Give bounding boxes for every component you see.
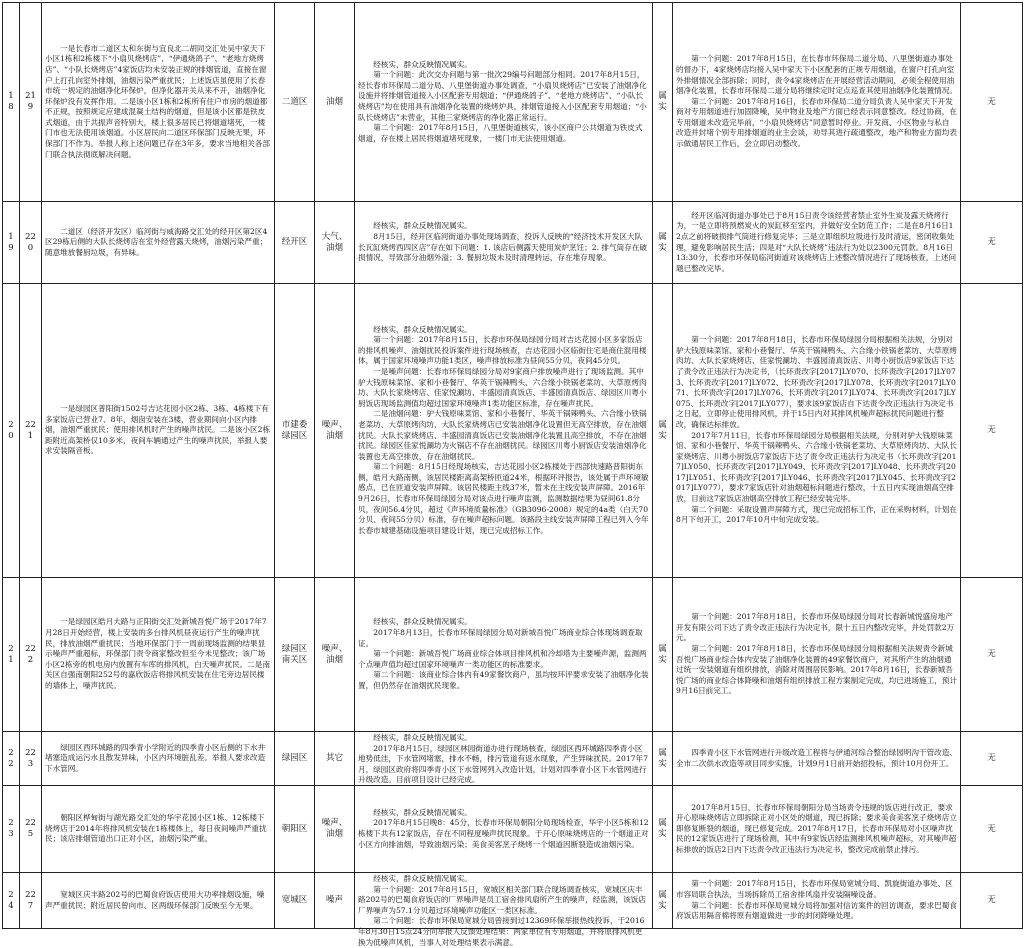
investigation-cell-paragraph: 经核实，群众反映情况属实。 <box>373 324 472 334</box>
investigation-cell-paragraph: 第二个问题：2017年8月15日，八里堡街道核实，该小区商户公共烟道为铁皮式烟道，存在楼上居民将烟道堵死现象，一楼门市无法使用烟道。 <box>358 123 643 143</box>
district-cell: 经开区 <box>275 202 315 284</box>
complaint-cell <box>42 3 275 202</box>
investigation-cell-paragraph: 经核实，群众反映情况属实。 <box>373 59 472 69</box>
case-number-cell: 227 <box>20 873 42 929</box>
verdict-cell: 属实 <box>653 873 673 929</box>
complaint-cell <box>42 202 275 284</box>
investigation-cell-paragraph: 一是噪声问题：长春市环保局绿园分局对9家商户排放噪声进行了现场监测。其中驴大钱原味菜馆、家和小巷餐厅、华英干锅辣鸭头、六合缘小铁锅老菜坊、大草原烤肉坊、大队长家烧烤店、佳家悦涮坊、丰盛园清真饭店、丰盛园清真饭店、绿园区川粤小厨饭店现场监测值均超过国家环境噪声1类功能区标准，存在噪声扰民。 <box>358 366 647 408</box>
remark-cell: 无 <box>961 284 1023 578</box>
investigation-cell-paragraph: 8月15日，经开区临河街道办事处现场调查，投诉人反映的“经济技术开发区大队长瓦缸烧烤西四区店”存在如下问题：1. 该店后侧露天使用炭炉烹饪；2. 排气筒存在破损情况，导致部分油烟外溢；3. 餐厨垃圾未及时清理转运，存在堆存现象。 <box>358 231 647 263</box>
handling-cell-paragraph: 第一个问题：2017年8月18日，长春市环保局绿园分局对长春新城悦盛房地产开发有限公司下达了责令改正违法行为决定书，限十五日内整改完毕，并处罚款2万元。 <box>676 612 955 643</box>
table-row <box>3 202 1023 284</box>
handling-cell <box>673 873 961 929</box>
table-row <box>3 873 1023 929</box>
seq-cell: 19 <box>3 202 20 284</box>
complaint-text: 二道区（经济开发区）临河街与威海路交汇处的经开区第2区4区29栋后侧的大队长烧烤店在室外经营露天烧烤，油烟污染严重；随意堆放餐厨垃圾，有异味。 <box>45 226 268 257</box>
investigation-cell-paragraph: 经核实，群众反映情况属实。 <box>373 807 472 817</box>
handling-cell <box>673 578 961 732</box>
remark-cell: 无 <box>961 3 1023 202</box>
complaint-cell <box>42 786 275 873</box>
case-number-cell: 223 <box>20 732 42 786</box>
pollution-type-cell: 大气、油烟 <box>315 202 355 284</box>
table-row <box>3 3 1023 202</box>
seq-cell: 24 <box>3 873 20 929</box>
handling-cell-paragraph: 第一个问题：2017年8月15日，长春市环保局宽城分局、凯旋街道办事处、区市容局联合执法，当场拆除员工宿舍排风扇并安装隔噪设备。 <box>676 879 953 899</box>
district-cell: 市建委绿园区 <box>275 284 315 578</box>
remark-cell: 无 <box>961 578 1023 732</box>
investigation-cell <box>355 3 653 202</box>
case-number-cell: 220 <box>20 202 42 284</box>
handling-cell <box>673 732 961 786</box>
verdict-cell: 属实 <box>653 732 673 786</box>
verdict-cell: 属实 <box>653 786 673 873</box>
handling-cell-paragraph: 第一个问题：2017年8月15日，在长春市环保局二道分局、八里堡街道办事处的督办下，4家烧烤店均接入吴中家天下小区配套的正规专用烟道，在窗户打孔向室外排烟情况全部拆除；同时，责令4家烧烤店在开展经营活动期间，必须全程使用油烟净化装置，长春市环保局二道分局将继续定时定点巡查其使用油烟净化装置情况。 <box>676 54 957 96</box>
handling-cell-paragraph: 第二个问题：2017年8月18日，长春市环保局绿园分局根据相关法规责令新城吾悦广场商业综合体内安装了油烟净化装置的49家餐饮商户，对其所产生的油烟通过统一安装烟道有组织排放，消除对周围居民影响。2017年8月16日，长春新城吾悦广场的商业综合体降噪和油烟有组织排放工程方案制定完成，均已进场施工，预计9月16日前完工。 <box>676 643 957 696</box>
handling-cell <box>673 786 961 873</box>
seq-cell: 20 <box>3 284 20 578</box>
pollution-type-cell: 噪声、油烟 <box>315 284 355 578</box>
handling-cell <box>673 284 961 578</box>
pollution-type-cell: 噪声、油烟 <box>315 578 355 732</box>
investigation-cell <box>355 786 653 873</box>
verdict-cell: 属实 <box>653 3 673 202</box>
district-cell: 朝阳区 <box>275 786 315 873</box>
table-row <box>3 786 1023 873</box>
remark-cell: 无 <box>961 732 1023 786</box>
complaint-cell <box>42 873 275 929</box>
pollution-type-cell: 其它 <box>315 732 355 786</box>
remark-cell: 无 <box>961 873 1023 929</box>
seq-cell: 21 <box>3 578 20 732</box>
investigation-cell-paragraph: 经核实，群众反映情况属实。 <box>373 733 472 742</box>
seq-cell: 18 <box>3 3 20 202</box>
investigation-cell <box>355 732 653 786</box>
seq-cell: 22 <box>3 732 20 786</box>
investigation-cell-paragraph: 第一个问题：新城吾悦广场商业综合体项目排风机和冷却塔为主要噪声源，监测两个点噪声值均超过国家环境噪声一类功能区的标准要求。 <box>358 649 647 669</box>
district-cell: 绿园区 <box>275 732 315 786</box>
case-number-cell: 219 <box>20 3 42 202</box>
pollution-type-cell: 油烟 <box>315 3 355 202</box>
pollution-type-cell: 噪声、油烟 <box>315 786 355 873</box>
handling-cell-paragraph: 第二个问题：2017年8月16日，长春市环保局二道分局负责人吴中家天下开发商对专用烟道进行加固降噪，吴中物业及地产方面已经表示同意整改。经过协商，在专用烟道未改造完毕前，“小扇贝烧烤店”同意暂时停业。开发商、小区物业与私自改造并封堵个别专用排烟道的业主会谈，劝导其进行疏通整改，地产和物业方面均表示做通居民工作后，会立即启动整改。 <box>676 96 957 149</box>
remark-cell: 无 <box>961 786 1023 873</box>
investigation-cell <box>355 284 653 578</box>
investigation-cell-paragraph: 经核实，群众反映情况属实。 <box>373 221 472 231</box>
case-number-cell: 225 <box>20 786 42 873</box>
complaint-text: 一是绿园区皓月大路与正阳街交汇处新城吾悦广场于2017年7月28日开始经营，楼上安装的多台排风机昼夜运行产生的噪声扰民，排放油烟严重扰民；当地环保部门于一周前现场监测的结果显示噪声严重超标，环保部门责令商家整改但至今未见整改；该广场小区2栋旁的机电房内放置有车库的排风机，白天噪声扰民。二是南关区自强南朝阳252号的嘉欣饭店将排风机安装在住宅旁边居民楼的墙体上，噪声扰民。 <box>45 617 271 690</box>
district-cell: 绿园区南关区 <box>275 578 315 732</box>
complaint-text: 朝阳区桦甸街与湖光路交汇处的华宇花园小区1栋、12栋楼下烧烤店于2014年将排风机安装在1栋楼体上，每日夜间噪声严重扰民；该店排烟管道出口正对小区，油烟污染严重。 <box>45 813 267 844</box>
investigation-cell-paragraph: 2017年8月15日晚8：45分，长春市环保局朝阳分局现场检查，华宇小区5栋和12栋楼下共有12家饭店，存在不同程度噪声扰民现象。于开心原味烧烤店的一个烟道正对小区方向排油烟，导致油烟污染；美食美客烹子烧烤一个烟道因断裂造成油烟污染。 <box>358 818 649 849</box>
investigation-cell <box>355 202 653 284</box>
case-number-cell: 222 <box>20 578 42 732</box>
remark-cell: 无 <box>961 202 1023 284</box>
complaint-text: 宽城区庆丰路202号的巴蜀食府饭店使用大功率排烟设施，噪声严重扰民；附近居民曾向市、区两级环保部门反映至今无果。 <box>45 889 265 910</box>
investigation-cell-paragraph: 经核实，群众反映情况属实。 <box>373 617 472 627</box>
investigation-cell-paragraph: 2017年8月15日，绿园区林园街道办进行现场核查，绿园区西环城路四季青小区地势低洼，下水管网堵塞，排水不畅，排污管道有返水现象，产生异味扰民。2017年7月，绿园区政府将四季青小区下水管网列入改造计划，计划对四季青小区下水管网进行升级改造。目前项目设计已经完成。 <box>358 743 648 785</box>
table-row <box>3 284 1023 578</box>
handling-cell-paragraph: 2017年8月15日，长春市环保局朝阳分局当场责令违规的饭店进行改正，要求开心原味烧烤店立即拆除正对小区处的烟道，现已拆除；要求美食美客烹子烧烤店立即修复断裂的烟道，现已修复完成。2017年8月17日，长春市环保局对小区噪声扰民的12家饭店进行了现场检测，其中有9家饭店经监测排风机噪声超标，对其噪声超标排放的饭店2日内下达责令改正违法行为决定书，整改完成前禁止排污。 <box>676 802 957 854</box>
district-cell: 宽城区 <box>275 873 315 929</box>
investigation-cell-paragraph: 二是油烟问题：驴大钱原味菜馆、家和小巷餐厅、华英干锅辣鸭头、六合缘小铁锅老菜坊、大草原烤肉坊、大队长家烧烤店已安装油烟净化设置但无高空排放，存在油烟扰民。大队长家烧烤店、丰盛园清真饭店已安装油烟净化装置且高空排放，不存在油烟扰民。绿园区佳家悦涮坊为火锅店不存在油烟扰民。绿园区川粤小厨饭店安装油烟净化装置也无高空排放，存在油烟扰民。 <box>358 409 647 461</box>
handling-cell <box>673 3 961 202</box>
complaint-text: 绿园区西环城路的四季青小学附近的四季青小区后侧的下水井堵塞造成运污水且散发异味，小区内环境脏乱差。举报人要求改造下水管网。 <box>45 742 266 773</box>
complaint-cell <box>42 578 275 732</box>
verdict-cell: 属实 <box>653 202 673 284</box>
pollution-type-cell: 噪声 <box>315 873 355 929</box>
table-row <box>3 578 1023 732</box>
investigation-cell-paragraph: 第二个问题：该商业综合体内有49家餐饮商户，虽均按环评要求安装了油烟净化装置，但仍然存在油烟扰民现象。 <box>358 670 649 690</box>
case-number-cell: 221 <box>20 284 42 578</box>
investigation-cell <box>355 578 653 732</box>
complaint-cell <box>42 732 275 786</box>
investigation-cell-paragraph: 第一个问题：此次交办问题与第一批次29编号问题部分相同。2017年8月15日，经长春市环保局二道分局、八里堡街道办事处调查，“小扇贝烧烤店”已安装了油烟净化设施并将排烟管道接入小区配套专用烟道；“伊通烧鸽子”、“老地方烧烤店”、“小队长烧烤店”均在使用具有油烟净化装置的烧烤炉具，排烟管道接入小区配套专用烟道；“小队长烧烤店”未营业，其他三家烧烤店的净化器正常运行。 <box>358 70 647 122</box>
seq-cell: 23 <box>3 786 20 873</box>
handling-cell <box>673 202 961 284</box>
handling-cell-paragraph: 经开区临河街道办事处已于8月15日责令该经营者禁止室外生炭及露天烧烤行为，一是立即将预燃炭火的炭缸移至室内，并做好安全防范工作；二是在8月16日12点之前将破损排气筒进行修复完毕；三是立即组织垃圾进行及时清运，密闭收集处理，避免影响居民生活；四是对“大队长烧烤”违法行为处以2300元罚款。8月16日13:30分，长春市环保局临河街道对该烧烤店上述整改情况进行了现场核查，上述问题已整改完毕。 <box>676 210 957 273</box>
investigation-cell-paragraph: 经核实，群众反映情况属实。 <box>373 874 472 883</box>
verdict-cell: 属实 <box>653 284 673 578</box>
complaint-cell <box>42 284 275 578</box>
verdict-cell: 属实 <box>653 578 673 732</box>
table-row <box>3 732 1023 786</box>
district-cell: 二道区 <box>275 3 315 202</box>
investigation-cell-paragraph: 第一个问题：2017年8月15日，长春市环保局绿园分局对吉达花园小区多家饭店的排风机噪声、油烟扰民投诉案件进行现场核查，吉达花园小区临街住宅是商住混用楼体，属于国家环境噪声功能1类区，噪声排放标准为昼间55分贝，夜间45分贝。 <box>358 335 647 366</box>
investigation-cell <box>355 873 653 947</box>
investigation-cell-paragraph: 第二个问题：8月15日经现场核实，吉达花园小区2栋楼处于西部快速路普阳街东侧，皓月大路南侧，该居民楼距离高架桥匝道24米，根据环评报告，该处属于声环境敏感点，已在匝道安装声屏障。该居民楼距主线37米，暂未在主线安装声屏障。2016年9月26日，长春市环保局绿园分局对该点进行噪声监测，监测数据结果为昼间61.8分贝，夜间56.4分贝，超过《声环境质量标准》（GB3096-2008）规定的4a类（白天70分贝、夜间55分贝）标准，存在噪声超标问题。该路段主线安装声屏障工程已列入今年长春市城建基础设施项目建设计划，现已完成招标工作。 <box>358 462 649 535</box>
complaint-text: 一是长春市二道区太和东街与宜良北二胡同交汇处吴中家天下小区1栋和2栋楼下“小扇贝烧烤店”、“伊通烧鸽子”、“老地方烧烤店”、“小队长烧烤店”4家饭店均未安装正规的排烟管道，直接在窗户上打孔向室外排烟，油烟污染严重扰民；上述饭店虽使用了长春市统一规定的油烟净化环保炉，但净化器开关从来不开，油烟净化环保炉没有发挥作用。二是该小区1栋和2栋所有住户市房的烟道都不正规，按照规定应建成混凝土结构的烟道，但是该小区都是铁皮式烟道，由于共振声音特别大，楼上很多居民已将烟道堵死，一楼门市也无法使用该烟道。小区居民向二道区环保部门反映无果，环保部门不作为。举报人称上述问题已存在3年多，要求当地相关各部门联合执法彻底解决问题。 <box>45 43 271 159</box>
investigation-cell-paragraph: 第一个问题：2017年8月15日，宽城区相关部门联合现场调查核实，宽城区庆丰路202号的巴蜀食府饭店的厂界噪声是员工宿舍排风扇所产生的噪声，经监测，该饭店厂界噪声为57.1分贝超过环境噪声功能区一类区标准。 <box>358 884 646 915</box>
handling-cell-paragraph: 第二个问题：采取设置声屏障方式，现已完成招标工作，正在采购材料，计划在8月下旬开工，2017年10月中旬完成安装。 <box>676 504 957 525</box>
handling-cell-paragraph: 2017年7月11日，长春市环保局绿园分局根据相关法规，分别对驴大钱原味菜馆、家和小巷餐厅、华英干锅辣鸭头、六合缘小铁锅老菜坊、大草原烤肉坊、大队长家烧烤店、川粤小厨饭店7家饭店下达了责令改正违法行为决定书（长环责改字[2017]LY050、长环责改字[2017]LY049、长环责改字[2017]LY048、长环责改字[2017]LY051、长环责改字[2017]LY046、长环责改字[2017]LY045、长环责改字[2017]LY077），要求7家饭店针对油烟超标问题进行整改，十五日内实现油烟高空排放，目前这7家饭店油烟高空排放工程已经安装完毕。 <box>676 430 957 504</box>
handling-cell-paragraph: 第一个问题：2017年8月18日，长春市环保局绿园分局根据相关法规，分别对驴大钱原味菜馆、家和小巷餐厅、华英干锅辣鸭头、六合缘小铁锅老菜坊、大草原烤肉坊、大队长家烧烤店、佳家悦涮坊、丰盛园清真饭店、川粤小厨饭店9家饭店下达了责令改正违法行为决定书，（长环责改字[2017]LY070、长环责改字[2017]LY073、长环责改字[2017]LY072、长环责改字[2017]LY078、长环责改字[2017]LY071、长环责改字[2017]LY076、长环责改字[2017]LY074、长环责改字[2017]LY075、长环责改字[2017]LY077），要求该9家饭店自下达责令改正违法行为决定书之日起，立即停止使用排风机，并于15日内对其排风机噪声超标扰民问题进行整改，确保达标排放。 <box>676 335 957 429</box>
case-table <box>2 2 1023 947</box>
investigation-cell-paragraph: 第二个问题：长春市环保局宽城分局曾接到过12369环保举报热线投诉，于2016年8月30日15点24分向举报人反馈处理结果：两家单位有专用烟道，并将原排风机更换为低噪声风机，当事人对处理结果表示满意。 <box>358 916 645 947</box>
complaint-text: 一是绿园区普阳街1502号吉达花园小区2栋、3栋、4栋楼下有多家饭店已营业7、8年，烟囱安装在3楼，营业期间向小区内排烟，油烟严重扰民；使用排风机时产生的噪声扰民。二是该小区2栋距附近高架桥仅10多米，夜间车辆通过产生的噪声扰民，举报人要求安装隔音板。 <box>45 404 271 456</box>
handling-cell-paragraph: 四季青小区下水管网进行升级改造工程将与伊通河综合整治绿园明沟干管改造、全市二次供水改造等项目同步实施，计划9月1日前开始招投标，预计10月份开工。 <box>676 747 957 768</box>
handling-cell-paragraph: 第二个问题：长春市环保局宽城分局将加强对信访案件的回访调查，要求巴蜀食府饭店用隔音棉将原有烟道做进一步的封闭降噪处理。 <box>676 900 957 921</box>
case-table-body <box>3 3 1023 947</box>
investigation-cell-paragraph: 2017年8月13日，长春市环保局绿园分局对新城吾悦广场商业综合体现场调查取证。 <box>358 628 643 648</box>
